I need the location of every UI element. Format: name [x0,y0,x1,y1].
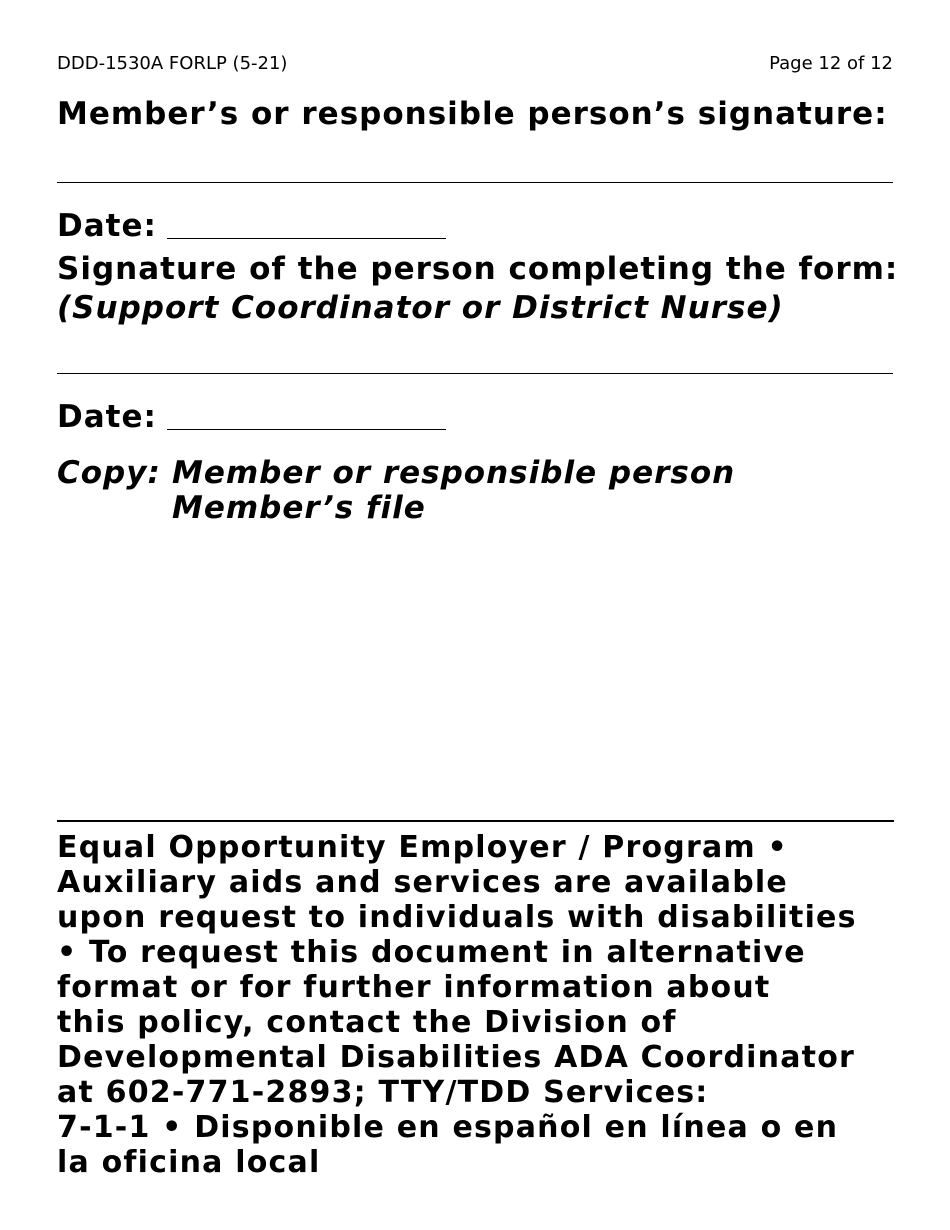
member-signature-label: Member’s or responsible person’s signature: [57,96,888,132]
member-date-label: Date: [57,208,157,244]
notice-line: Equal Opportunity Employer / Program • [57,830,788,865]
completer-date-label: Date: [57,399,157,435]
member-signature-line[interactable] [57,182,893,183]
notice-line: Auxiliary aids and services are available [57,865,788,900]
notice-line: 7-1-1 • Disponible en español en línea o en [57,1110,839,1145]
notice-line: la oficina local [57,1145,321,1180]
copy-label: Copy: [57,455,161,491]
copy-recipient: Member’s file [172,490,426,526]
completer-signature-line[interactable] [57,373,893,374]
notice-line: this policy, contact the Division of [57,1005,677,1040]
notice-line: Developmental Disabilities ADA Coordinator [57,1040,855,1075]
equal-opportunity-notice [57,830,902,1180]
completer-signature-label: Signature of the person completing the form: [57,251,899,287]
form-id: DDD-1530A FORLP (5-21) [57,53,288,74]
completer-signature-sublabel: (Support Coordinator or District Nurse) [57,290,784,326]
completer-date-field[interactable] [167,429,446,430]
notice-line: at 602-771-2893; TTY/TDD Services: [57,1075,709,1110]
notice-line: format or for further information about [57,970,771,1005]
notice-line: upon request to individuals with disabilities [57,900,857,935]
page-number: Page 12 of 12 [769,53,893,74]
notice-line: • To request this document in alternative [57,935,806,970]
footer-divider [57,820,894,822]
member-date-field[interactable] [167,238,446,239]
copy-recipient: Member or responsible person [172,455,736,491]
